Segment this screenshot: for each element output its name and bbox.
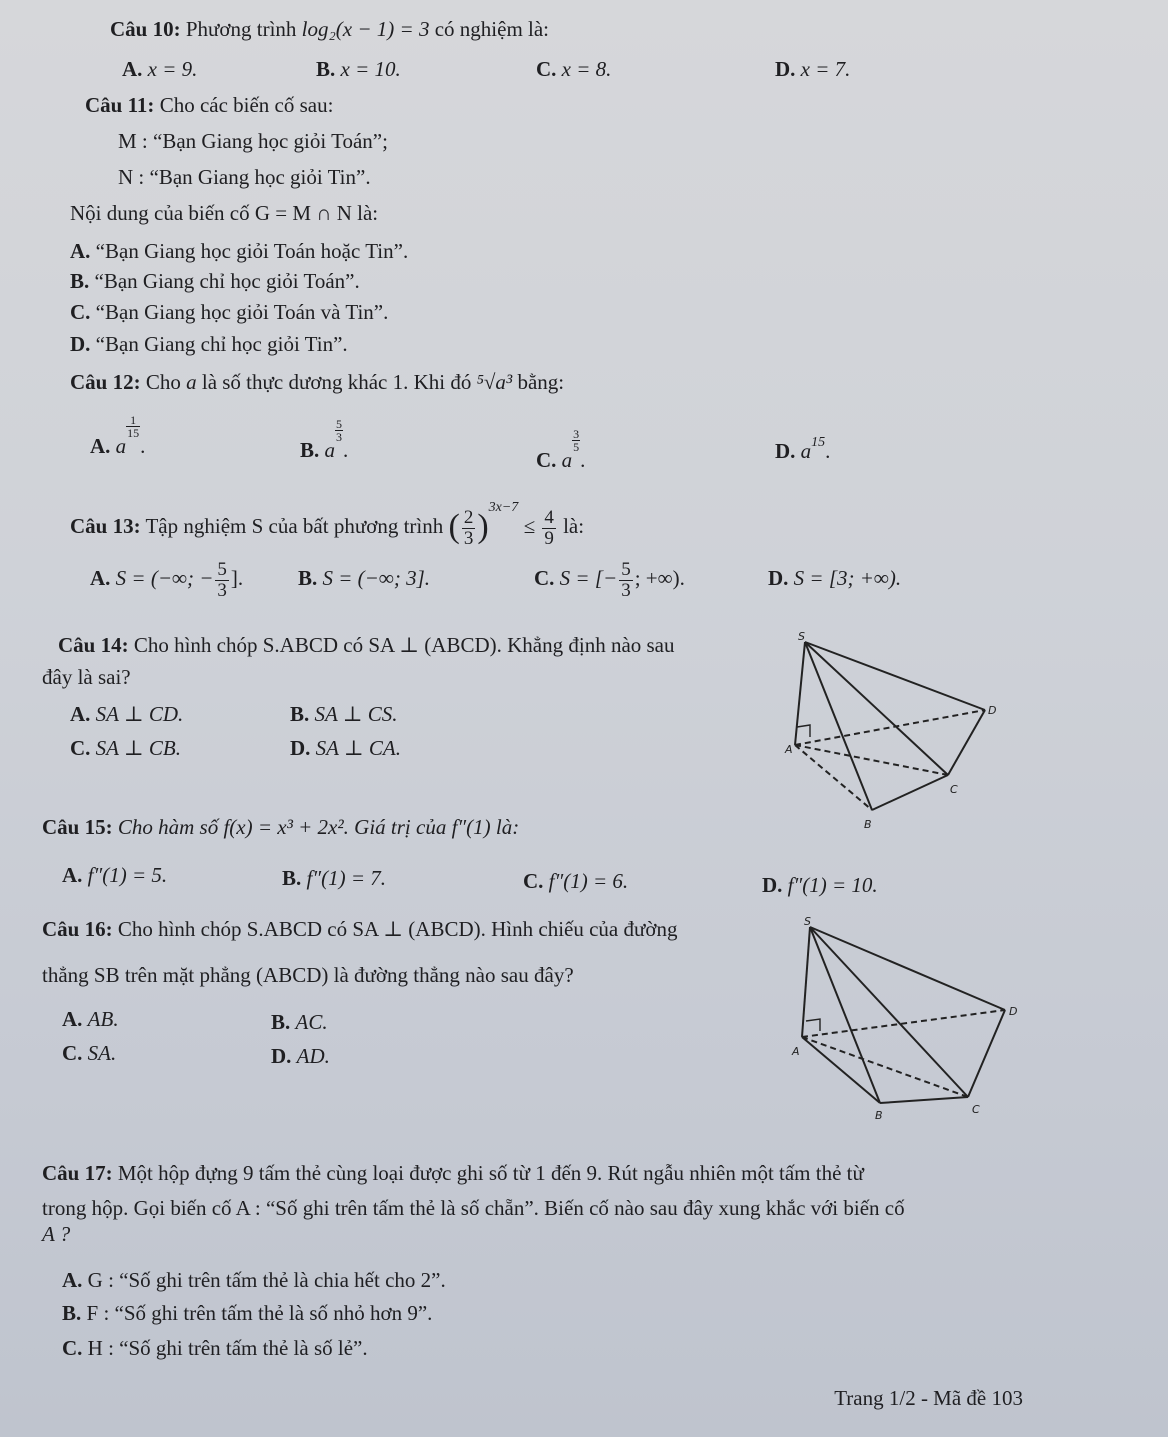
q12-label: Câu 12: (70, 370, 141, 394)
q12-option-a: A. a $\frac{1}{15}$ . (90, 413, 146, 458)
q10-option-b: B. x = 10. (316, 57, 401, 81)
q11-option-d: D. “Bạn Giang chỉ học giỏi Tin”. (70, 332, 348, 356)
q11-m-line: M : “Bạn Giang học giỏi Toán”; (118, 129, 388, 153)
q15-label: Câu 15: (42, 815, 113, 839)
q15-option-d: D. f″(1) = 10. (762, 873, 878, 897)
q10-option-d: D. x = 7. (775, 57, 851, 81)
q16-option-b: B. AC. (271, 1010, 328, 1034)
q14-pyramid-figure (770, 630, 1010, 835)
q13-label: Câu 13: (70, 514, 141, 538)
q12-option-d: D. $a^{15}$. (775, 435, 831, 463)
svg-text:B: B (875, 1109, 883, 1122)
q12-option-b: B. a $\frac{5}{3}$ . (300, 417, 349, 462)
q13-stem: Câu 13: Tập nghiệm S của bất phương trình ( $\frac{2}{3}$ )$^{3x-7}$ ≤ $\frac{4}{9}$ là: (70, 500, 585, 549)
q12-stem: Câu 12: Cho a là số thực dương khác 1. Khi đó ⁵√a³ bằng: (70, 370, 565, 394)
q11-label: Câu 11: (85, 93, 155, 117)
q14-stem-line2: đây là sai? (42, 665, 131, 689)
q11-content: Nội dung của biến cố G = M ∩ N là: (70, 201, 379, 225)
q14-option-c: C. SA ⊥ CB. (70, 736, 181, 760)
q10-stem-before: Phương trình (185, 17, 297, 41)
svg-text:D: D (1009, 1005, 1018, 1018)
q14-stem-line1: Câu 14: Cho hình chóp S.ABCD có SA ⊥ (ABCD). Khẳng định nào sau (58, 633, 675, 657)
q11-option-b: B. “Bạn Giang chỉ học giỏi Toán”. (70, 269, 360, 293)
svg-text:A: A (785, 743, 793, 756)
q15-option-c: C. f″(1) = 6. (523, 869, 629, 893)
q10-label: Câu 10: (110, 17, 181, 41)
q16-stem-line2: thẳng SB trên mặt phẳng (ABCD) là đường thẳng nào sau đây? (42, 963, 574, 987)
q14-option-d: D. SA ⊥ CA. (290, 736, 401, 760)
q13-option-d: D. S = [3; +∞). (768, 566, 902, 590)
q14-label: Câu 14: (58, 633, 129, 657)
q10-option-a: A. x = 9. (122, 57, 198, 81)
q17-label: Câu 17: (42, 1161, 113, 1185)
q10-stem-after: có nghiệm là: (434, 17, 550, 41)
q17-stem-line3: A ? (42, 1222, 71, 1246)
q16-stem-line1: Câu 16: Cho hình chóp S.ABCD có SA ⊥ (ABCD). Hình chiếu của đường (42, 917, 678, 941)
q15-option-a: A. f″(1) = 5. (62, 863, 168, 887)
q11-stem-text: Cho các biến cố sau: (159, 93, 334, 117)
q15-option-b: B. f″(1) = 7. (282, 866, 387, 890)
q14-option-b: B. SA ⊥ CS. (290, 702, 398, 726)
q10-stem (110, 16, 549, 42)
svg-text:S: S (798, 630, 805, 643)
q16-pyramid-figure (780, 915, 1030, 1130)
q17-stem-line2: trong hộp. Gọi biến cố A : “Số ghi trên tấm thẻ là số chẵn”. Biến cố nào sau đây xung khắc với biến cố (42, 1196, 905, 1220)
q13-option-b: B. S = (−∞; 3]. (298, 566, 430, 590)
q16-option-a: A. AB. (62, 1007, 119, 1031)
q17-option-b: B. F : “Số ghi trên tấm thẻ là số nhỏ hơn 9”. (62, 1301, 433, 1325)
q17-option-c: C. H : “Số ghi trên tấm thẻ là số lẻ”. (62, 1336, 368, 1360)
q17-option-a: A. G : “Số ghi trên tấm thẻ là chia hết cho 2”. (62, 1268, 446, 1292)
q11-option-a: A. “Bạn Giang học giỏi Toán hoặc Tin”. (70, 239, 409, 263)
q10-equation: log₂(x − 1) = 3 (301, 17, 430, 41)
svg-text:D: D (988, 704, 997, 717)
q11-n-line: N : “Bạn Giang học giỏi Tin”. (118, 165, 371, 189)
svg-text:S: S (804, 915, 811, 928)
q13-option-c: C. S = [− $\frac{5}{3}$ ; +∞). (534, 558, 685, 601)
q13-exponent: 3x−7 (488, 500, 519, 515)
q16-option-d: D. AD. (271, 1044, 330, 1068)
svg-text:A: A (792, 1045, 800, 1058)
q17-stem-line1: Câu 17: Một hộp đựng 9 tấm thẻ cùng loại được ghi số từ 1 đến 9. Rút ngẫu nhiên một tấm thẻ từ (42, 1161, 864, 1185)
svg-text:B: B (864, 818, 872, 831)
q12-option-c: C. a $\frac{3}{5}$ . (536, 427, 586, 472)
q10-option-c: C. x = 8. (536, 57, 612, 81)
q14-option-a: A. SA ⊥ CD. (70, 702, 184, 726)
q11-stem (85, 92, 333, 118)
q16-label: Câu 16: (42, 917, 113, 941)
page-footer: Trang 1/2 - Mã đề 103 (834, 1386, 1023, 1410)
q15-stem: Câu 15: Cho hàm số f(x) = x³ + 2x². Giá trị của f″(1) là: (42, 815, 520, 839)
svg-text:C: C (950, 783, 958, 796)
q11-option-c: C. “Bạn Giang học giỏi Toán và Tin”. (70, 300, 389, 324)
q16-option-c: C. SA. (62, 1041, 117, 1065)
svg-text:C: C (972, 1103, 980, 1116)
q12-root-expression: ⁵√a³ (476, 370, 513, 394)
q13-option-a: A. S = (−∞; − $\frac{5}{3}$ ]. (90, 558, 244, 601)
